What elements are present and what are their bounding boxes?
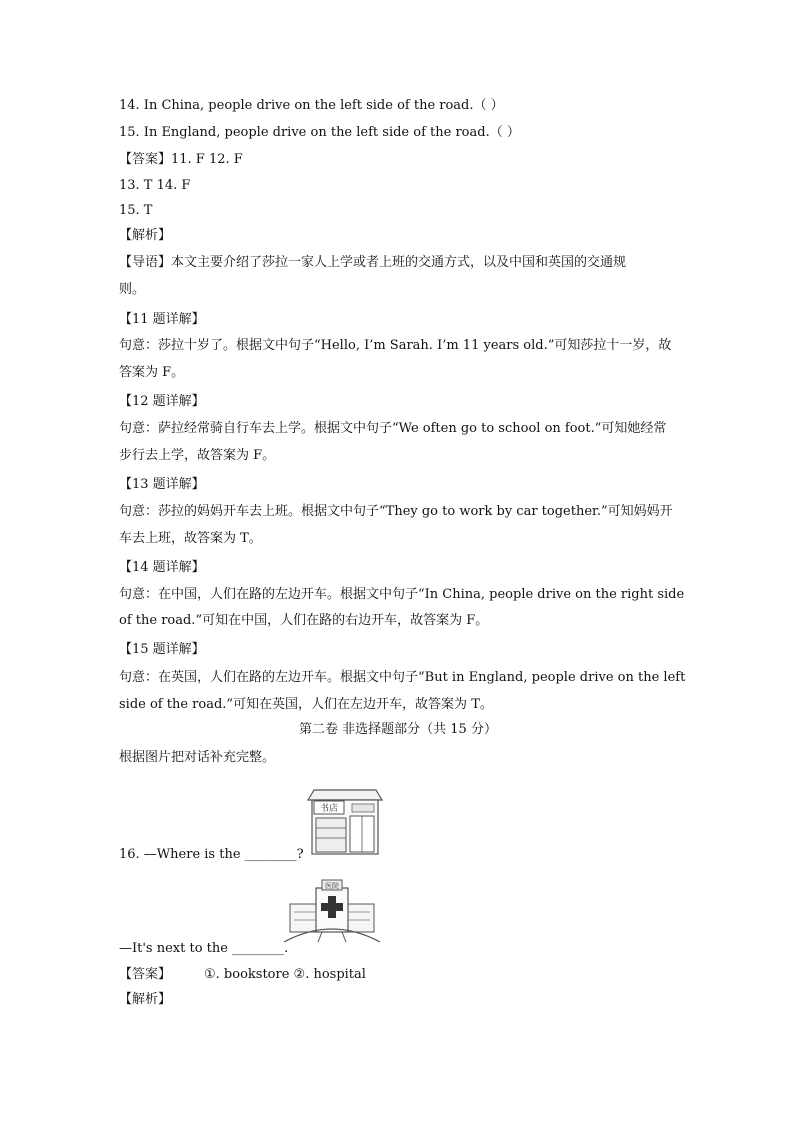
section-2-analysis-heading: 【解析】	[119, 992, 172, 1007]
question-16: 16. —Where is the ________?	[119, 847, 304, 862]
question-16-reply: —It's next to the ________.	[119, 941, 289, 956]
detail-14-line-2: of the road.”可知在中国，人们在路的右边开车，故答案为 F。	[119, 613, 489, 628]
detail-14-heading: 【14 题详解】	[119, 560, 205, 575]
detail-14-line-1: 句意：在中国，人们在路的左边开车。根据文中句子“In China, people drive on the right side	[119, 587, 685, 602]
detail-13-line-1: 句意：莎拉的妈妈开车去上班。根据文中句子“They go to work by car together.”可知妈妈开	[119, 504, 673, 519]
detail-15-line-1: 句意：在英国，人们在路的左边开车。根据文中句子“But in England, people drive on the left	[119, 670, 686, 685]
detail-15-heading: 【15 题详解】	[119, 642, 205, 657]
detail-13-heading: 【13 题详解】	[119, 477, 205, 492]
guide-line-1: 【导语】本文主要介绍了莎拉一家人上学或者上班的交通方式，以及中国和英国的交通规	[119, 255, 627, 270]
detail-11-line-2: 答案为 F。	[119, 365, 185, 380]
question-15: 15. In England, people drive on the left side of the road.（ ）	[119, 125, 520, 140]
detail-12-line-1: 句意：萨拉经常骑自行车去上学。根据文中句子“We often go to school on foot.”可知她经常	[119, 421, 667, 436]
question-14: 14. In China, people drive on the left side of the road.（ ）	[119, 98, 504, 113]
bookstore-sign-text: 书店	[319, 804, 339, 814]
detail-11-line-1: 句意：莎拉十岁了。根据文中句子“Hello, I’m Sarah. I’m 11 years old.”可知莎拉十一岁，故	[119, 338, 672, 353]
answer-line-3: 15. T	[119, 203, 153, 218]
section-2-answer-label: 【答案】	[119, 967, 172, 982]
guide-line-2: 则。	[119, 282, 146, 297]
answer-line-1: 【答案】11. F 12. F	[119, 152, 243, 167]
detail-15-line-2: side of the road.”可知在英国，人们在左边开车，故答案为 T。	[119, 697, 493, 712]
section-2-answer-value: ①. bookstore ②. hospital	[204, 967, 366, 982]
hospital-sign-text: 医院	[325, 882, 339, 890]
section-2-instruction: 根据图片把对话补充完整。	[119, 750, 276, 765]
answer-line-2: 13. T 14. F	[119, 178, 191, 193]
detail-12-heading: 【12 题详解】	[119, 394, 205, 409]
detail-12-line-2: 步行去上学，故答案为 F。	[119, 448, 276, 463]
section-2-title: 第二卷 非选择题部分（共 15 分）	[299, 722, 497, 737]
bookstore-icon	[304, 786, 386, 856]
detail-11-heading: 【11 题详解】	[119, 312, 205, 327]
hospital-icon	[282, 876, 382, 944]
detail-13-line-2: 车去上班，故答案为 T。	[119, 531, 262, 546]
analysis-heading: 【解析】	[119, 228, 172, 243]
